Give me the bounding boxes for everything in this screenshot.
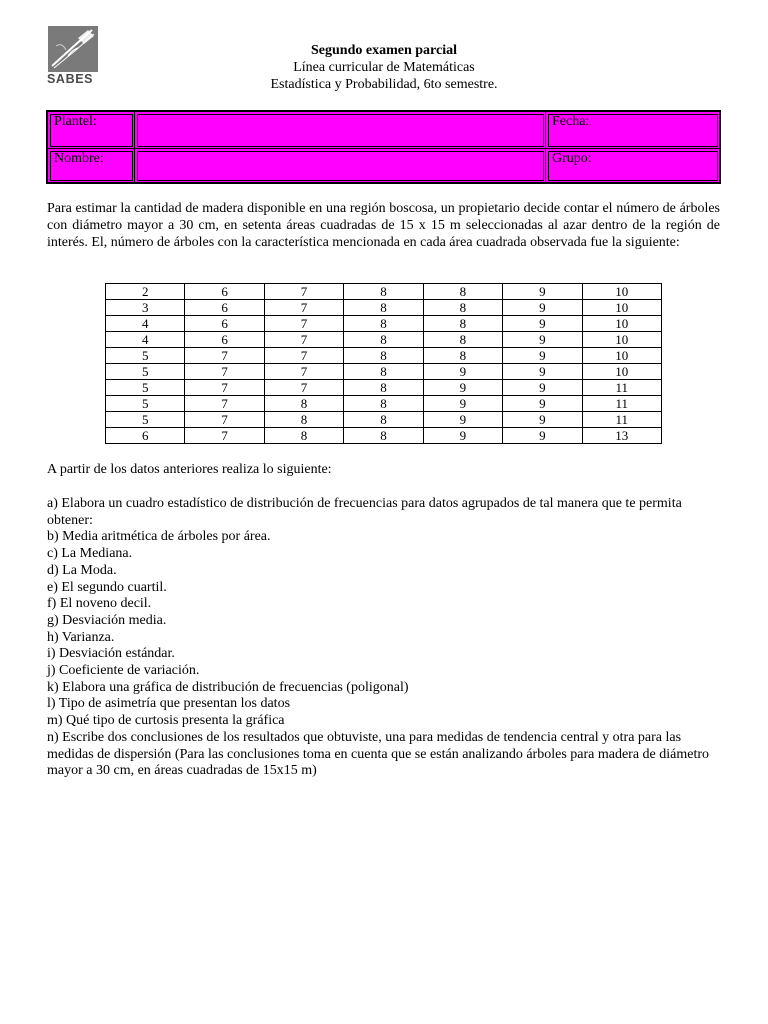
table-cell: 6 — [106, 428, 185, 444]
table-cell: 4 — [106, 332, 185, 348]
table-cell: 4 — [106, 316, 185, 332]
table-cell: 9 — [423, 428, 502, 444]
table-cell: 9 — [423, 380, 502, 396]
task-list — [47, 496, 720, 780]
table-cell: 2 — [106, 284, 185, 300]
list-item: n) Escribe dos conclusiones de los resultados que obtuviste, una para medidas de tendencia central y otra para las medidas de dispersión (Para las conclusiones toma en cuenta que se están analizando árboles para madera de diámetro mayor a 30 cm, en áreas cuadradas de 15x15 m) — [47, 729, 710, 779]
table-cell: 8 — [423, 332, 502, 348]
table-cell: 5 — [106, 396, 185, 412]
table-cell: 7 — [264, 300, 343, 316]
table-cell: 9 — [503, 412, 582, 428]
list-item: d) La Moda. — [47, 562, 117, 578]
data-table — [105, 283, 662, 444]
exam-header — [0, 42, 768, 93]
table-cell: 8 — [264, 396, 343, 412]
list-item: a) Elabora un cuadro estadístico de distribución de frecuencias para datos agrupados de tal manera que te permita obtener: — [47, 496, 682, 528]
table-cell: 5 — [106, 364, 185, 380]
table-cell: 9 — [503, 380, 582, 396]
student-info-form — [46, 110, 721, 184]
table-cell: 13 — [582, 428, 661, 444]
plantel-field[interactable] — [135, 112, 546, 149]
table-cell: 10 — [582, 284, 661, 300]
list-item: l) Tipo de asimetría que presentan los datos — [47, 696, 291, 712]
table-cell: 9 — [503, 348, 582, 364]
problem-statement: Para estimar la cantidad de madera disponible en una región boscosa, un propietario decide contar el número de árboles con diámetro mayor a 30 cm, en setenta áreas cuadradas de 15 x 15 m seleccionadas al azar dentro de la región de interés. El, número de árboles con la característica mencionada en cada área cuadrada observada fue la siguiente: — [47, 201, 720, 250]
table-cell: 7 — [185, 412, 264, 428]
table-cell: 7 — [185, 396, 264, 412]
table-cell: 9 — [503, 300, 582, 316]
table-cell: 8 — [423, 284, 502, 300]
table-cell: 10 — [582, 348, 661, 364]
list-item: f) El noveno decil. — [47, 596, 152, 612]
table-cell: 8 — [344, 284, 423, 300]
list-item: j) Coeficiente de variación. — [47, 663, 200, 679]
nombre-label: Nombre: — [48, 149, 135, 183]
exam-title: Segundo examen parcial — [311, 43, 457, 58]
table-cell: 7 — [264, 316, 343, 332]
table-cell: 8 — [344, 316, 423, 332]
table-cell: 10 — [582, 316, 661, 332]
table-cell: 8 — [344, 332, 423, 348]
table-cell: 8 — [344, 300, 423, 316]
table-cell: 9 — [503, 428, 582, 444]
table-cell: 7 — [185, 380, 264, 396]
table-cell: 9 — [503, 284, 582, 300]
table-cell: 6 — [185, 300, 264, 316]
table-cell: 10 — [582, 364, 661, 380]
table-cell: 9 — [503, 364, 582, 380]
table-cell: 8 — [264, 412, 343, 428]
table-cell: 11 — [582, 380, 661, 396]
table-cell: 8 — [344, 428, 423, 444]
table-cell: 7 — [264, 380, 343, 396]
table-cell: 9 — [423, 364, 502, 380]
table-cell: 8 — [344, 348, 423, 364]
table-cell: 9 — [503, 332, 582, 348]
table-cell: 8 — [344, 380, 423, 396]
table-cell: 5 — [106, 380, 185, 396]
table-row — [106, 332, 662, 348]
table-row — [106, 364, 662, 380]
table-cell: 8 — [344, 364, 423, 380]
table-cell: 6 — [185, 284, 264, 300]
table-row — [106, 428, 662, 444]
course-name: Estadística y Probabilidad, 6to semestre. — [270, 77, 498, 92]
table-cell: 6 — [185, 316, 264, 332]
table-cell: 11 — [582, 412, 661, 428]
list-item: h) Varianza. — [47, 629, 115, 645]
table-cell: 9 — [423, 396, 502, 412]
table-cell: 10 — [582, 332, 661, 348]
table-row — [106, 348, 662, 364]
table-cell: 6 — [185, 332, 264, 348]
nombre-field[interactable] — [135, 149, 546, 183]
table-cell: 9 — [423, 412, 502, 428]
curricular-line: Línea curricular de Matemáticas — [293, 60, 475, 75]
list-item: c) La Mediana. — [47, 546, 133, 562]
table-cell: 8 — [344, 396, 423, 412]
table-cell: 8 — [423, 300, 502, 316]
table-row — [106, 316, 662, 332]
table-cell: 5 — [106, 412, 185, 428]
table-cell: 8 — [344, 412, 423, 428]
table-cell: 7 — [185, 364, 264, 380]
table-cell: 7 — [264, 364, 343, 380]
fecha-field[interactable]: Fecha: — [546, 112, 720, 149]
list-item: m) Qué tipo de curtosis presenta la gráfica — [47, 713, 285, 729]
table-row — [106, 284, 662, 300]
table-cell: 9 — [503, 396, 582, 412]
list-item: k) Elabora una gráfica de distribución de frecuencias (poligonal) — [47, 679, 409, 695]
table-cell: 7 — [185, 348, 264, 364]
grupo-field[interactable]: Grupo: — [546, 149, 720, 183]
list-item: e) El segundo cuartil. — [47, 579, 167, 595]
table-row — [106, 380, 662, 396]
table-row — [106, 300, 662, 316]
table-cell: 8 — [423, 348, 502, 364]
table-row — [106, 396, 662, 412]
list-item: g) Desviación media. — [47, 612, 167, 628]
table-row — [106, 412, 662, 428]
table-cell: 8 — [264, 428, 343, 444]
instructions-prompt: A partir de los datos anteriores realiza lo siguiente: — [47, 462, 332, 477]
table-cell: 7 — [264, 284, 343, 300]
logo-text: SABES — [47, 72, 94, 86]
table-cell: 7 — [185, 428, 264, 444]
table-cell: 10 — [582, 300, 661, 316]
list-item: b) Media aritmética de árboles por área. — [47, 529, 271, 545]
table-cell: 3 — [106, 300, 185, 316]
table-cell: 7 — [264, 332, 343, 348]
list-item: i) Desviación estándar. — [47, 646, 175, 662]
plantel-label: Plantel: — [48, 112, 135, 149]
table-cell: 7 — [264, 348, 343, 364]
table-cell: 11 — [582, 396, 661, 412]
table-cell: 5 — [106, 348, 185, 364]
table-cell: 8 — [423, 316, 502, 332]
table-cell: 9 — [503, 316, 582, 332]
